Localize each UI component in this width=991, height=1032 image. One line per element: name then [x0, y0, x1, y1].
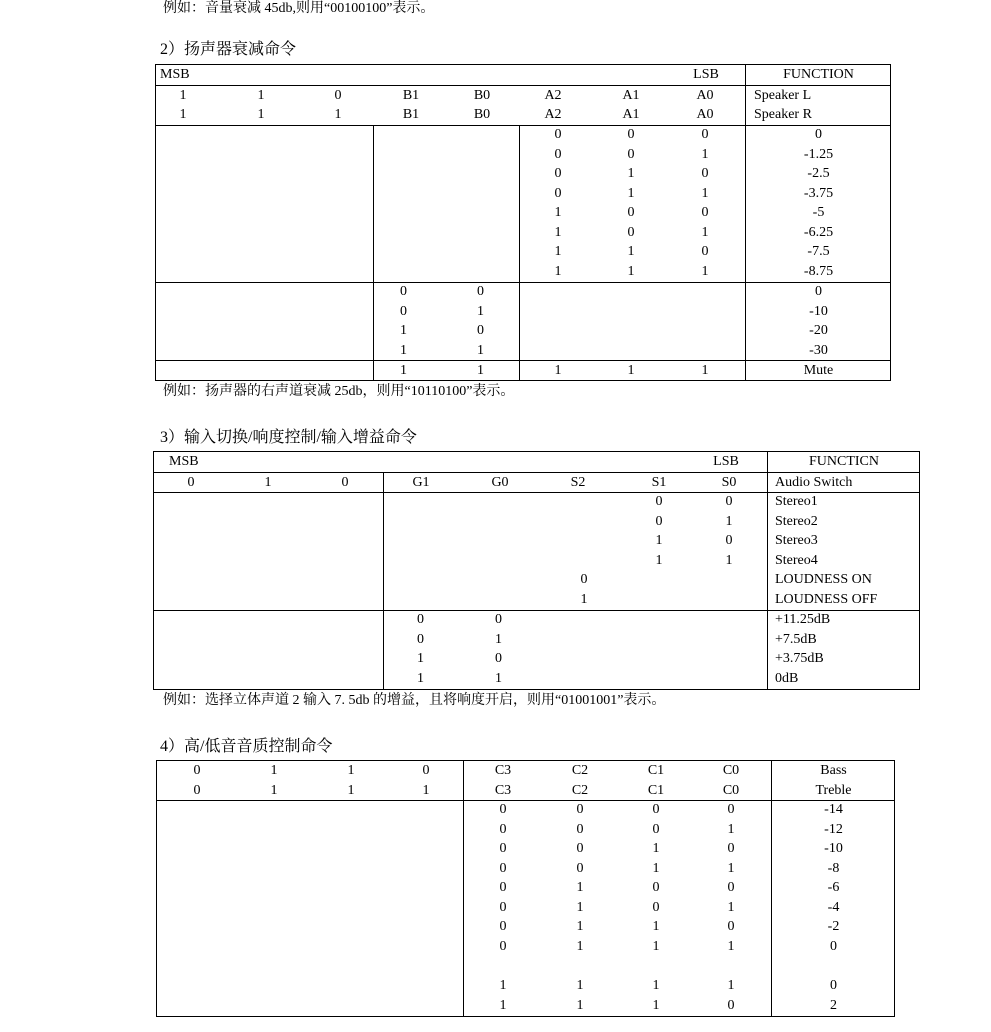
input-label: Stereo4: [775, 552, 818, 568]
c1: 0: [652, 821, 660, 837]
a2: 0: [554, 166, 562, 181]
c0: 1: [727, 860, 735, 876]
bit-1: C1: [647, 782, 665, 798]
bit-6: 1: [270, 763, 278, 778]
bit-6: 1: [270, 782, 278, 798]
g0: 1: [495, 631, 502, 647]
input-label: Stereo3: [775, 533, 818, 548]
bit-2: A2: [544, 107, 562, 122]
c1: 1: [652, 841, 660, 856]
a1: 0: [627, 224, 635, 240]
section-3-heading: 3）输入切换/响度控制/输入增益命令: [160, 429, 417, 446]
bit-2: C2: [571, 763, 589, 778]
tone-db-value: -6: [827, 880, 840, 895]
b1: 1: [400, 362, 407, 378]
bit-2: C2: [571, 782, 589, 798]
c0: 1: [727, 978, 735, 993]
c3: 0: [499, 899, 507, 915]
bit-1: A1: [622, 107, 640, 122]
function-label: Audio Switch: [775, 474, 853, 490]
section-2-example-note: 例如：扬声器的右声道衰减 25db，则用“10110100”表示。: [163, 384, 515, 399]
divider: [383, 472, 384, 689]
g1: 1: [417, 651, 424, 666]
a0: 0: [701, 166, 709, 181]
g0: 0: [495, 651, 502, 666]
a0: 1: [701, 263, 709, 279]
c2: 1: [576, 978, 584, 993]
bit-5: 1: [347, 782, 355, 798]
g1: 0: [417, 631, 424, 647]
g0: 1: [495, 670, 502, 686]
a1: 0: [627, 127, 635, 142]
attenuation-value: -8.75: [803, 263, 834, 279]
s0: 1: [725, 552, 733, 568]
divider: [463, 761, 464, 1016]
a2: 0: [554, 127, 562, 142]
attenuation-value: -10: [809, 303, 828, 319]
c3: 0: [499, 880, 507, 895]
function-label: Treble: [815, 782, 852, 798]
bit-0: C0: [722, 782, 740, 798]
a0: 1: [701, 185, 709, 201]
b0: 0: [477, 323, 484, 338]
c2: 1: [576, 997, 584, 1013]
c1: 1: [652, 919, 660, 934]
b0: 1: [477, 342, 484, 358]
s0: 1: [725, 513, 733, 529]
a2: 1: [554, 205, 562, 220]
c1: 1: [652, 938, 660, 954]
a2: 1: [554, 263, 562, 279]
attenuation-value: -6.25: [803, 224, 834, 240]
bit-3: C3: [494, 782, 512, 798]
s1: 1: [655, 552, 663, 568]
msb-label: MSB: [160, 67, 190, 82]
attenuation-value: -1.25: [803, 146, 834, 162]
c0: 1: [727, 821, 735, 837]
section-2-heading: 2）扬声器衰减命令: [160, 41, 297, 58]
msb-label: MSB: [169, 454, 199, 469]
c0: 1: [727, 938, 735, 954]
bit-0: C0: [722, 763, 740, 778]
tone-db-value: -12: [824, 821, 843, 837]
attenuation-value: 0: [815, 284, 822, 299]
bit-0: A0: [696, 107, 714, 122]
divider: [519, 125, 520, 380]
gain-label: +11.25dB: [775, 612, 831, 627]
function-label: Bass: [820, 763, 847, 778]
c0: 1: [727, 899, 735, 915]
bit-7: 1: [179, 88, 187, 103]
b1: 1: [400, 342, 407, 358]
c3: 0: [499, 802, 507, 817]
s2: 0: [580, 572, 588, 587]
a1: 0: [627, 205, 635, 220]
c3: 0: [499, 860, 507, 876]
bit-4: 1: [422, 782, 430, 798]
attenuation-value: -30: [809, 342, 828, 358]
attenuation-value: -2.5: [807, 166, 830, 181]
c3: 0: [499, 841, 507, 856]
tone-db-value: -10: [824, 841, 843, 856]
function-header: FUNCTION: [783, 67, 854, 82]
b1: 0: [400, 284, 407, 299]
c2: 1: [576, 880, 584, 895]
c2: 0: [576, 821, 584, 837]
bit-3: G0: [491, 474, 509, 490]
divider: [767, 452, 768, 689]
c0: 0: [727, 997, 735, 1013]
c0: 0: [727, 880, 735, 895]
c3: 1: [499, 997, 507, 1013]
b1: 1: [400, 323, 407, 338]
a0: 1: [701, 146, 709, 162]
tone-db-value: 0: [830, 978, 837, 993]
a2: 1: [554, 362, 562, 378]
bit-7: 1: [179, 107, 187, 122]
c1: 1: [652, 978, 660, 993]
lsb-label: LSB: [693, 67, 719, 82]
tone-db-value: 0: [830, 938, 837, 954]
a1: 1: [627, 185, 635, 201]
bit-4: 0: [422, 763, 430, 778]
a1: 1: [627, 362, 635, 378]
loudness-label: LOUDNESS ON: [775, 572, 872, 587]
bit-3: C3: [494, 763, 512, 778]
a2: 0: [554, 185, 562, 201]
bit-2: S2: [570, 474, 586, 490]
a1: 1: [627, 244, 635, 259]
b1: 0: [400, 303, 407, 319]
c2: 1: [576, 938, 584, 954]
attenuation-value: -20: [809, 323, 828, 338]
bit-1: C1: [647, 763, 665, 778]
function-header: FUNCTICN: [808, 454, 879, 469]
b0: 1: [477, 362, 484, 378]
c3: 1: [499, 978, 507, 993]
function-label: Speaker R: [754, 107, 812, 122]
attenuation-value: -5: [812, 205, 825, 220]
c1: 0: [652, 802, 660, 817]
bit-3: B0: [473, 88, 491, 103]
bit-5: 1: [334, 107, 342, 122]
gain-label: +3.75dB: [775, 651, 824, 666]
divider: [373, 125, 374, 380]
lsb-label: LSB: [713, 454, 739, 469]
c1: 0: [652, 899, 660, 915]
gain-label: +7.5dB: [775, 631, 817, 647]
tone-db-value: 2: [830, 997, 837, 1013]
s1: 0: [655, 513, 663, 529]
input-switch-table: [153, 451, 920, 690]
bit-4: B1: [402, 88, 420, 103]
a0: 1: [701, 224, 709, 240]
bit-0: A0: [696, 88, 714, 103]
c3: 0: [499, 821, 507, 837]
c1: 1: [652, 860, 660, 876]
bit-6: 1: [264, 474, 272, 490]
a2: 1: [554, 224, 562, 240]
attenuation-value: -7.5: [807, 244, 830, 259]
bit-6: 1: [257, 107, 265, 122]
a2: 1: [554, 244, 562, 259]
attenuation-value: -3.75: [803, 185, 834, 201]
bit-4: G1: [412, 474, 430, 490]
a0: 0: [701, 244, 709, 259]
bit-6: 1: [257, 88, 265, 103]
s2: 1: [580, 591, 588, 607]
c2: 0: [576, 841, 584, 856]
bit-0: S0: [721, 474, 737, 490]
s0: 0: [725, 533, 733, 548]
c2: 1: [576, 899, 584, 915]
tone-db-value: -2: [827, 919, 840, 934]
section-4-heading: 4）高/低音音质控制命令: [160, 738, 333, 755]
a1: 0: [627, 146, 635, 162]
s0: 0: [725, 494, 733, 509]
a0: 0: [701, 127, 709, 142]
attenuation-value: 0: [815, 127, 822, 142]
bit-7: 0: [187, 474, 195, 490]
c3: 0: [499, 938, 507, 954]
tone-db-value: -14: [824, 802, 843, 817]
bit-1: S1: [651, 474, 667, 490]
bit-5: 0: [334, 88, 342, 103]
bit-1: A1: [622, 88, 640, 103]
c2: 1: [576, 919, 584, 934]
g0: 0: [495, 612, 502, 627]
b0: 0: [477, 284, 484, 299]
intro-example-note: 例如：音量衰减 45db,则用“00100100”表示。: [163, 1, 435, 16]
bit-7: 0: [193, 763, 201, 778]
bit-3: B0: [473, 107, 491, 122]
bit-4: B1: [402, 107, 420, 122]
a1: 1: [627, 166, 635, 181]
b0: 1: [477, 303, 484, 319]
tone-db-value: -4: [827, 899, 840, 915]
c1: 1: [652, 997, 660, 1013]
a2: 0: [554, 146, 562, 162]
s1: 1: [655, 533, 663, 548]
c0: 0: [727, 841, 735, 856]
function-label: Speaker L: [754, 88, 812, 103]
bit-5: 1: [347, 763, 355, 778]
c1: 0: [652, 880, 660, 895]
c2: 0: [576, 860, 584, 876]
s1: 0: [655, 494, 663, 509]
input-label: Stereo2: [775, 513, 818, 529]
speaker-attenuation-table: [155, 64, 891, 381]
g1: 1: [417, 670, 424, 686]
gain-label: 0dB: [775, 670, 799, 686]
bit-5: 0: [341, 474, 349, 490]
c3: 0: [499, 919, 507, 934]
bit-2: A2: [544, 88, 562, 103]
c0: 0: [727, 919, 735, 934]
tone-control-table: [156, 760, 895, 1017]
a1: 1: [627, 263, 635, 279]
tone-db-value: -8: [827, 860, 840, 876]
c2: 0: [576, 802, 584, 817]
a0: 1: [701, 362, 709, 378]
mute-label: Mute: [803, 362, 834, 378]
a0: 0: [701, 205, 709, 220]
section-3-example-note: 例如：选择立体声道 2 输入 7. 5db 的增益，且将响度开启，则用“01001001”表示。: [163, 693, 666, 708]
bit-7: 0: [193, 782, 201, 798]
c0: 0: [727, 802, 735, 817]
loudness-label: LOUDNESS OFF: [775, 591, 878, 607]
input-label: Stereo1: [775, 494, 818, 509]
g1: 0: [417, 612, 424, 627]
